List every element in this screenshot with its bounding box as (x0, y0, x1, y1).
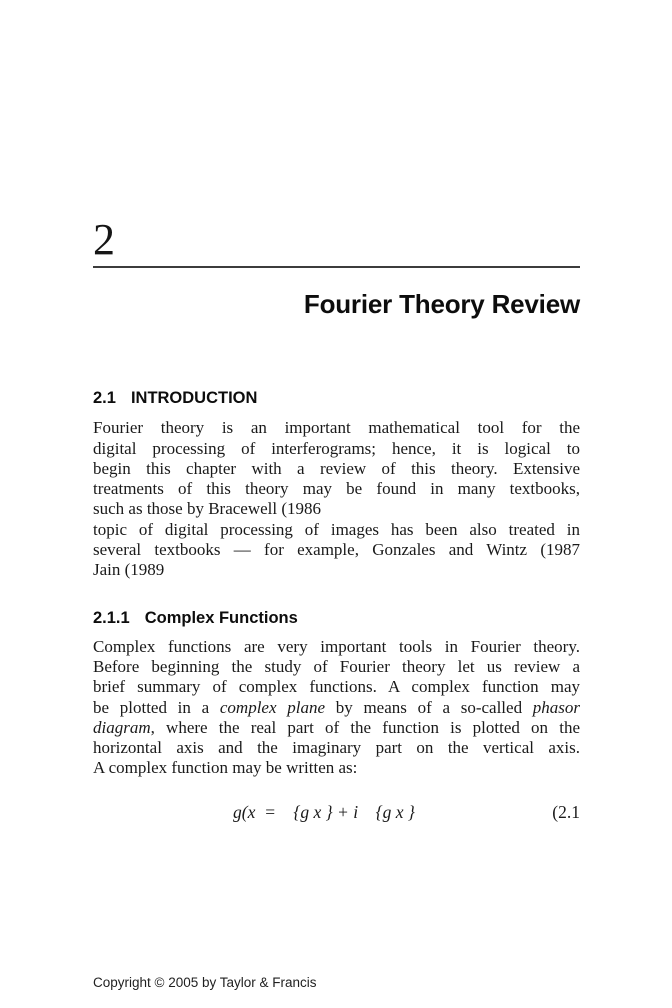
body-line (93, 540, 580, 560)
body-text-italic: complex plane (219, 697, 326, 717)
introduction-paragraph (93, 418, 580, 580)
body-text: , where the real part of the function is plotted on the (150, 717, 580, 737)
body-text: brief summary of complex functions. A complex function may (93, 677, 580, 697)
body-text-italic: phasor (532, 697, 581, 717)
body-text: A complex function may be written as: (93, 758, 358, 778)
body-line (93, 560, 580, 580)
body-line (93, 459, 580, 479)
section-heading-2-1-1 (93, 608, 580, 628)
body-text: digital processing of interferograms; hence, it is logical to (93, 438, 580, 458)
body-line (93, 657, 580, 677)
page-content (93, 0, 580, 823)
body-text: several textbooks — for example, Gonzales and Wintz (1987 (93, 540, 580, 560)
body-line (93, 499, 580, 519)
section-heading-2-1 (93, 388, 580, 408)
body-text: topic of digital processing of images has been also treated in (93, 519, 580, 539)
body-text: horizontal axis and the imaginary part on the vertical axis. (93, 738, 580, 758)
body-line (93, 738, 580, 758)
body-line (93, 520, 580, 540)
body-text: such as those by Bracewell (1986 (93, 499, 322, 519)
body-text: Fourier theory is an important mathematical tool for the (93, 418, 580, 438)
body-line (93, 718, 580, 738)
body-text: by means of a so-called (325, 697, 533, 717)
body-text: be plotted in a (93, 697, 220, 717)
chapter-title: Fourier Theory Review (303, 289, 580, 320)
body-text: Before beginning the study of Fourier theory let us review a (93, 656, 580, 676)
body-line (93, 439, 580, 459)
copyright-footer: Copyright © 2005 by Taylor & Francis (93, 975, 317, 990)
body-line (93, 758, 580, 778)
section-title: Complex Functions (144, 608, 298, 627)
body-text-italic: diagram (93, 717, 151, 737)
equation-body: g(x = {g x } + i {g x } (233, 801, 415, 822)
body-text: Complex functions are very important tools in Fourier theory. (93, 636, 580, 656)
equation-number: (2.1 (552, 801, 580, 822)
complex-functions-paragraph (93, 637, 580, 779)
section-number: 2.1.1 (93, 608, 130, 627)
body-line (93, 418, 580, 438)
section-title: INTRODUCTION (130, 389, 258, 408)
body-line (93, 677, 580, 697)
section-number: 2.1 (93, 389, 116, 408)
body-line (93, 637, 580, 657)
body-text: Jain (1989 (93, 560, 165, 580)
chapter-rule (93, 266, 580, 268)
equation-2-1 (93, 801, 580, 823)
body-line (93, 479, 580, 499)
chapter-number: 2 (93, 215, 115, 264)
body-text: treatments of this theory may be found in many textbooks, (93, 479, 580, 499)
body-text: begin this chapter with a review of this theory. Extensive (93, 458, 580, 478)
body-line (93, 698, 580, 718)
